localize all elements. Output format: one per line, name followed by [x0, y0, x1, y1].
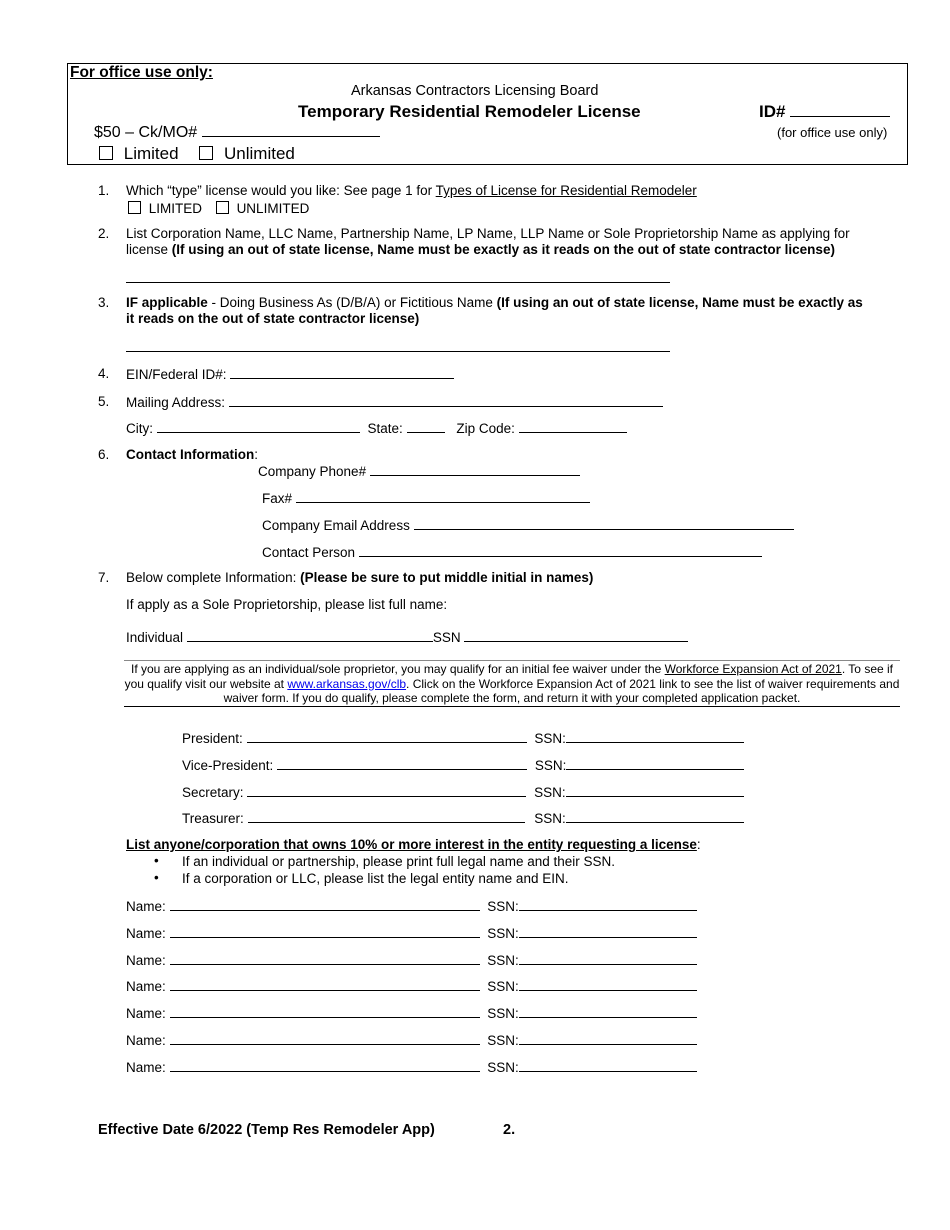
id-note: (for office use only) — [777, 125, 888, 140]
vice-president-label: Vice-President: — [182, 758, 274, 773]
individual-ssn-label: SSN — [432, 630, 461, 645]
individual-field — [126, 629, 688, 645]
city-line[interactable] — [157, 420, 360, 433]
secretary-line[interactable] — [247, 784, 526, 797]
q1-number: 1. — [98, 183, 110, 198]
notice-top-rule — [124, 660, 900, 661]
owner-name-line[interactable] — [170, 1032, 480, 1045]
owner-ssn-label: SSN: — [487, 1033, 519, 1048]
officer-row-vice-president — [182, 757, 744, 773]
sole-prop-instruction: If apply as a Sole Proprietorship, please list full name: — [126, 597, 448, 612]
q5-number: 5. — [98, 394, 110, 409]
q3-note: (If using an out of state license, Name must be exactly as — [496, 295, 863, 310]
unlimited-checkbox[interactable] — [216, 201, 229, 214]
owners-heading — [126, 837, 701, 852]
state-line[interactable] — [407, 420, 445, 433]
president-line[interactable] — [247, 730, 527, 743]
owner-ssn-line[interactable] — [519, 1005, 697, 1018]
fee-field — [94, 124, 380, 142]
secretary-label: Secretary: — [182, 785, 244, 800]
zip-label: Zip Code: — [456, 421, 515, 436]
q2-number: 2. — [98, 226, 110, 241]
owner-name-label: Name: — [126, 899, 166, 914]
mailing-address-field — [126, 394, 663, 410]
fax-label: Fax# — [262, 491, 293, 506]
city-label: City: — [126, 421, 153, 436]
owner-ssn-label: SSN: — [487, 953, 519, 968]
owner-ssn-line[interactable] — [519, 925, 697, 938]
contact-person-field — [262, 544, 762, 560]
contact-person-label: Contact Person — [262, 545, 356, 560]
q1-link[interactable]: Types of License for Residential Remodeler — [435, 183, 697, 198]
owner-ssn-line[interactable] — [519, 1059, 697, 1072]
office-limited-checkbox[interactable] — [99, 146, 113, 160]
bullet-dot: • — [154, 853, 159, 868]
owner-name-label: Name: — [126, 953, 166, 968]
notice-text-3: . Click on the Workforce Expansion Act of 2021 link to see the list of waiver requirements and waiver form. If you do qualify, please complete the form, and return it with your completed application packet. — [223, 676, 900, 705]
id-field — [759, 102, 890, 122]
fax-field — [262, 490, 590, 506]
notice-bottom-rule — [124, 706, 900, 707]
owner-ssn-label: SSN: — [487, 979, 519, 994]
owner-ssn-label: SSN: — [487, 1006, 519, 1021]
owner-ssn-label: SSN: — [487, 1060, 519, 1075]
individual-label: Individual — [126, 630, 184, 645]
owners-bullet-2: If a corporation or LLC, please list the legal entity name and EIN. — [182, 871, 569, 886]
owner-name-line[interactable] — [170, 898, 480, 911]
fee-line — [202, 124, 380, 137]
owner-name-label: Name: — [126, 979, 166, 994]
owner-name-line[interactable] — [170, 1059, 480, 1072]
page-number: 2. — [503, 1122, 516, 1138]
officer-row-treasurer — [182, 810, 744, 826]
office-type-options — [99, 144, 295, 164]
q3-line2: it reads on the out of state contractor license) — [126, 311, 420, 326]
vice-president-line[interactable] — [277, 757, 527, 770]
notice-text-2: . To see if you qualify visit our website at — [124, 662, 893, 691]
company-phone-label: Company Phone# — [258, 464, 367, 479]
owner-row — [126, 952, 697, 968]
q7-note: (Please be sure to put middle initial in names) — [300, 570, 594, 585]
secretary-ssn-label: SSN: — [534, 785, 566, 800]
q2-line2-text: license — [126, 242, 172, 257]
owner-name-line[interactable] — [170, 925, 480, 938]
q3-line1 — [126, 295, 863, 310]
office-unlimited-checkbox[interactable] — [199, 146, 213, 160]
owner-ssn-line[interactable] — [519, 978, 697, 991]
ein-label: EIN/Federal ID#: — [126, 367, 227, 382]
board-name: Arkansas Contractors Licensing Board — [351, 83, 599, 99]
contact-person-line[interactable] — [359, 544, 762, 557]
treasurer-ssn-line[interactable] — [566, 810, 744, 823]
vice-president-ssn-label: SSN: — [534, 758, 567, 773]
q3-text: - Doing Business As (D/B/A) or Fictitious Name — [207, 295, 497, 310]
limited-checkbox[interactable] — [128, 201, 141, 214]
president-ssn-line[interactable] — [566, 730, 744, 743]
secretary-ssn-line[interactable] — [566, 784, 744, 797]
q7-number: 7. — [98, 570, 110, 585]
owner-row — [126, 1032, 697, 1048]
individual-ssn-line[interactable] — [464, 629, 688, 642]
owners-heading-text: List anyone/corporation that owns 10% or more interest in the entity requesting a license — [126, 837, 697, 852]
owner-row — [126, 925, 697, 941]
company-email-field — [262, 517, 794, 533]
mailing-address-line[interactable] — [229, 394, 663, 407]
owner-name-line[interactable] — [170, 952, 480, 965]
office-unlimited-label: Unlimited — [224, 144, 295, 163]
effective-date: Effective Date 6/2022 (Temp Res Remodeler App) — [98, 1122, 435, 1138]
q2-line1: List Corporation Name, LLC Name, Partnership Name, LP Name, LLP Name or Sole Proprietorship Name as applying for — [126, 226, 850, 241]
owner-row — [126, 898, 697, 914]
owner-ssn-line[interactable] — [519, 952, 697, 965]
q7-prompt: Below complete Information: — [126, 570, 301, 585]
treasurer-ssn-label: SSN: — [534, 811, 566, 826]
president-label: President: — [182, 731, 243, 746]
owner-row — [126, 1005, 697, 1021]
q3-number: 3. — [98, 295, 110, 310]
owner-ssn-label: SSN: — [487, 926, 519, 941]
owner-ssn-label: SSN: — [487, 899, 519, 914]
owner-name-label: Name: — [126, 1060, 166, 1075]
limited-label: LIMITED — [148, 201, 203, 216]
q1-text — [126, 183, 697, 198]
fee-label: $50 – Ck/MO# — [94, 124, 198, 141]
officer-row-secretary — [182, 784, 744, 800]
q2-line2 — [126, 242, 835, 257]
contact-info-heading — [126, 447, 258, 462]
owners-bullet-1: If an individual or partnership, please print full legal name and their SSN. — [182, 854, 615, 869]
q3-if-applicable: IF applicable — [126, 295, 208, 310]
company-phone-field — [258, 463, 580, 479]
owner-name-line[interactable] — [170, 1005, 480, 1018]
mailing-address-label: Mailing Address: — [126, 395, 226, 410]
contact-info-label: Contact Information — [126, 447, 255, 462]
q1-prompt: Which “type” license would you like: See page 1 for — [126, 183, 436, 198]
q4-number: 4. — [98, 366, 110, 381]
fax-line[interactable] — [296, 490, 590, 503]
unlimited-label: UNLIMITED — [236, 201, 310, 216]
owner-ssn-line[interactable] — [519, 1032, 697, 1045]
workforce-act-text: Workforce Expansion Act of 2021 — [664, 662, 842, 676]
president-ssn-label: SSN: — [534, 731, 566, 746]
notice-text-1: If you are applying as an individual/sole proprietor, you may qualify for an initial fee waiver under the — [131, 662, 665, 676]
q1-options — [128, 201, 309, 216]
ein-field — [126, 366, 454, 382]
company-phone-line[interactable] — [370, 463, 580, 476]
company-email-line[interactable] — [414, 517, 794, 530]
city-state-zip-row — [126, 420, 627, 436]
vice-president-ssn-line[interactable] — [566, 757, 744, 770]
dba-name-line[interactable] — [126, 351, 670, 352]
id-line — [790, 104, 890, 117]
license-title: Temporary Residential Remodeler License — [298, 102, 641, 121]
owner-name-label: Name: — [126, 926, 166, 941]
owner-row — [126, 978, 697, 994]
business-name-line[interactable] — [126, 282, 670, 283]
ein-line[interactable] — [230, 366, 454, 379]
owner-name-line[interactable] — [170, 978, 480, 991]
office-limited-label: Limited — [123, 144, 179, 163]
bullet-dot: • — [154, 870, 159, 885]
fee-waiver-notice — [124, 662, 900, 706]
q6-number: 6. — [98, 447, 110, 462]
contact-info-colon: : — [254, 447, 259, 462]
q7-text — [126, 570, 593, 585]
office-use-label: For office use only: — [70, 64, 213, 81]
company-email-label: Company Email Address — [262, 518, 410, 533]
owner-row — [126, 1059, 697, 1075]
treasurer-label: Treasurer: — [182, 811, 244, 826]
clb-website-link[interactable]: www.arkansas.gov/clb — [287, 676, 407, 691]
owner-name-label: Name: — [126, 1006, 166, 1021]
owners-heading-colon: : — [696, 837, 701, 852]
owner-ssn-line[interactable] — [519, 898, 697, 911]
officer-row-president — [182, 730, 744, 746]
treasurer-line[interactable] — [248, 810, 525, 823]
owner-name-label: Name: — [126, 1033, 166, 1048]
state-label: State: — [367, 421, 403, 436]
id-label: ID# — [759, 102, 786, 121]
zip-line[interactable] — [519, 420, 627, 433]
individual-line[interactable] — [187, 629, 433, 642]
q2-line2-note: (If using an out of state license, Name must be exactly as it reads on the out of state contractor license) — [171, 242, 835, 257]
